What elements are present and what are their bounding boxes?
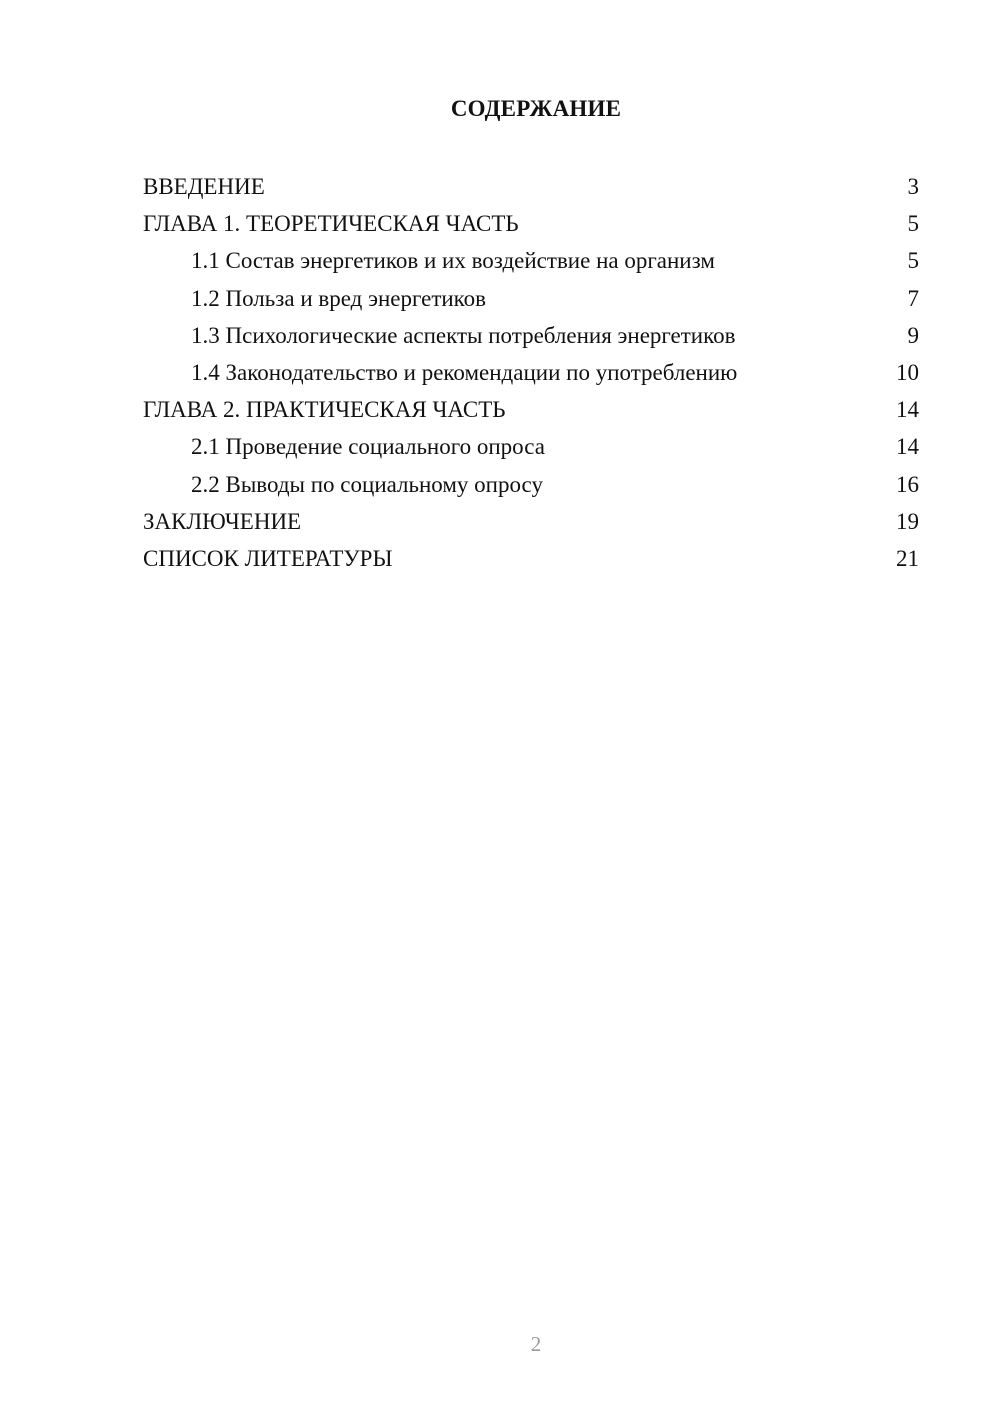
toc-entry-text: 1.2 Польза и вред энергетиков xyxy=(191,285,487,311)
toc-entry-text: 1.3 Психологические аспекты потребления энергетиков xyxy=(191,322,736,348)
toc-entry-page: 5 xyxy=(907,248,919,274)
toc-entry-chapter-1[interactable] xyxy=(143,205,919,242)
toc-entry-section-2-1[interactable] xyxy=(143,428,919,465)
toc-entry-page: 7 xyxy=(907,285,919,311)
toc-entry-page: 3 xyxy=(907,174,919,199)
toc-entry-page: 14 xyxy=(896,397,919,423)
toc-entry-page: 21 xyxy=(896,545,919,571)
toc-entry-text: 1.1 Состав энергетиков и их воздействие на организм xyxy=(191,248,715,274)
toc-entry-text: ГЛАВА 1. ТЕОРЕТИЧЕСКАЯ ЧАСТЬ xyxy=(143,211,519,237)
page-number: 2 xyxy=(530,1332,542,1356)
toc-entry-page: 19 xyxy=(896,508,919,534)
toc-entry-page: 16 xyxy=(896,471,919,497)
toc-entry-section-2-2[interactable] xyxy=(143,466,919,503)
toc-entry-page: 5 xyxy=(907,211,919,237)
toc-entry-section-1-3[interactable] xyxy=(143,317,919,354)
toc-entry-section-1-1[interactable] xyxy=(143,242,919,279)
toc-entry-text: ВВЕДЕНИЕ xyxy=(143,174,265,199)
toc-entry-text: ГЛАВА 2. ПРАКТИЧЕСКАЯ ЧАСТЬ xyxy=(143,397,506,423)
toc-entry-references[interactable] xyxy=(143,540,919,577)
toc-entry-text: 2.1 Проведение социального опроса xyxy=(191,434,545,460)
toc-entry-conclusion[interactable] xyxy=(143,503,919,540)
toc-entry-section-1-2[interactable] xyxy=(143,280,919,317)
page-title: СОДЕРЖАНИЕ xyxy=(450,96,622,121)
toc-entry-section-1-4[interactable] xyxy=(143,354,919,391)
toc-entry-text: 1.4 Законодательство и рекомендации по употреблению xyxy=(191,359,738,385)
toc-entry-page: 9 xyxy=(907,322,919,348)
toc-entry-text: ЗАКЛЮЧЕНИЕ xyxy=(143,508,302,534)
toc-entry-introduction[interactable] xyxy=(143,168,919,205)
toc-entry-text: СПИСОК ЛИТЕРАТУРЫ xyxy=(143,545,393,571)
toc-entry-chapter-2[interactable] xyxy=(143,391,919,428)
table-of-contents xyxy=(143,168,919,577)
toc-entry-page: 10 xyxy=(896,359,919,385)
toc-entry-text: 2.2 Выводы по социальному опросу xyxy=(191,471,543,497)
toc-entry-page: 14 xyxy=(896,434,919,460)
